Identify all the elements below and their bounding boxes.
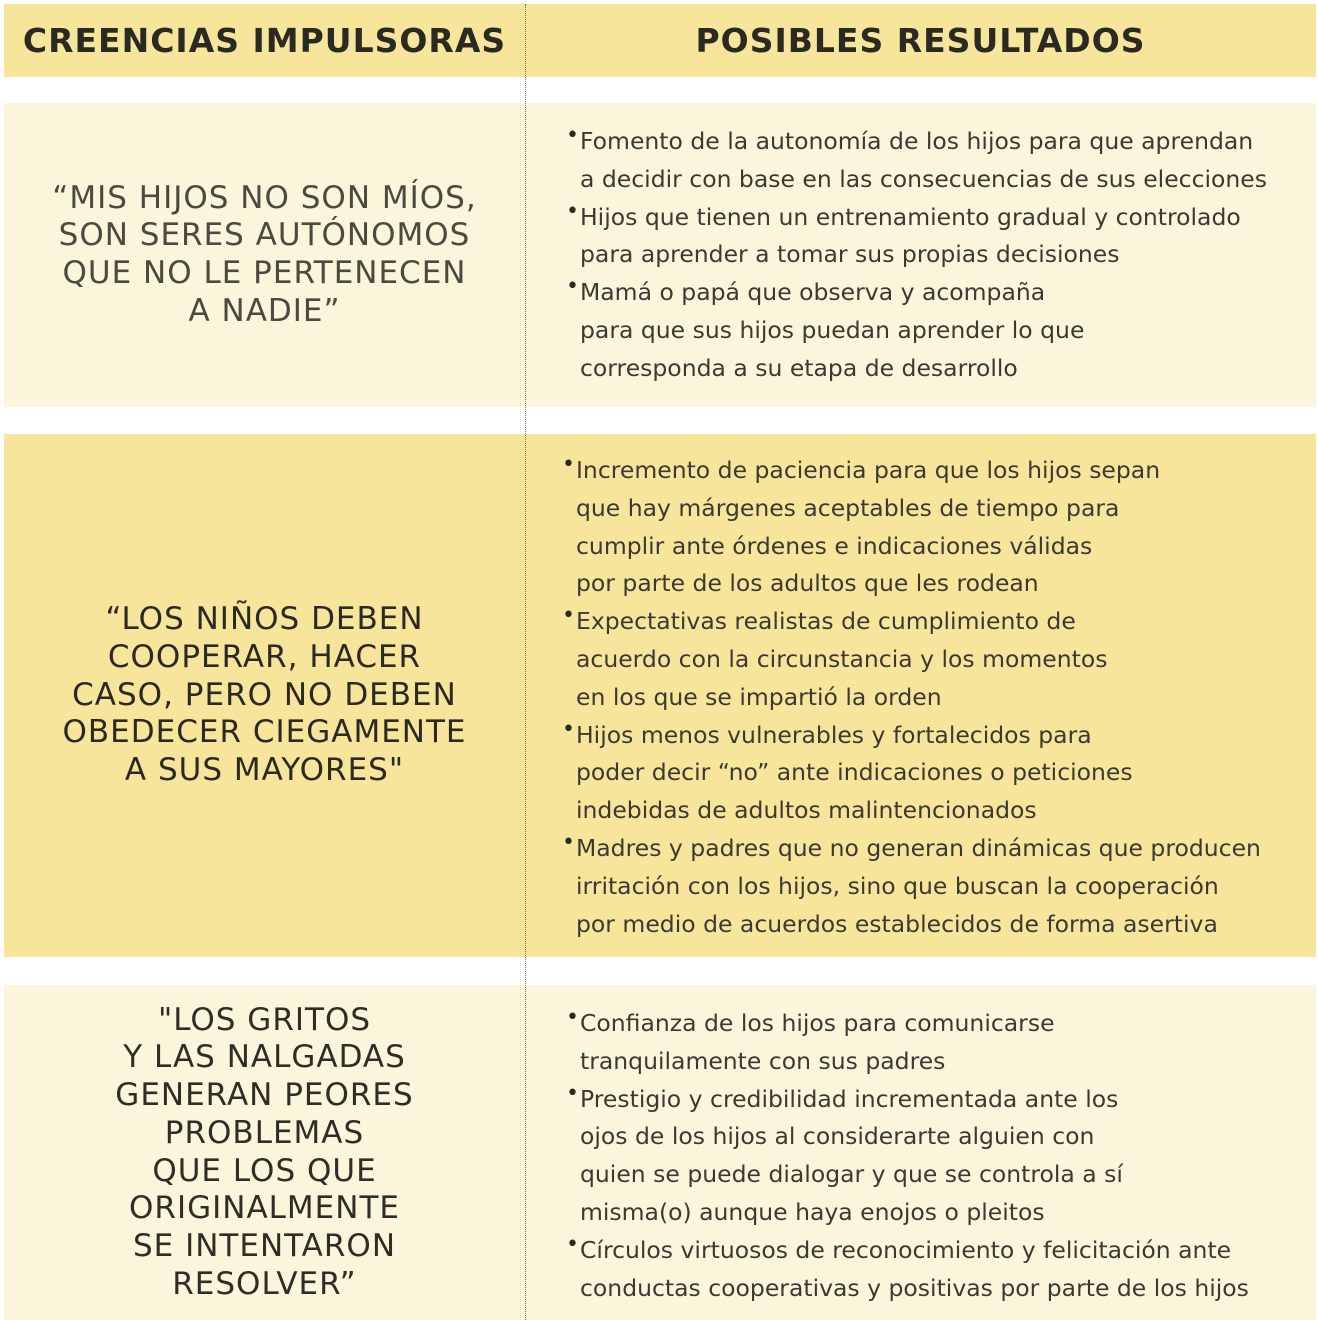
results-list <box>566 123 1267 388</box>
result-text: Hijos que tienen un entrenamiento gradual y controlado para aprender a tomar sus propias decisiones <box>580 202 1241 269</box>
result-text: Mamá o papá que observa y acompaña para que sus hijos puedan aprender lo que corresponda a su etapa de desarrollo <box>580 278 1085 382</box>
result-item <box>562 452 1261 603</box>
result-text: Fomento de la autonomía de los hijos para que aprendan a decidir con base en las consecuencias de sus elecciones <box>580 127 1267 193</box>
bullet-icon: • <box>566 1080 579 1106</box>
result-text: Hijos menos vulnerables y fortalecidos para poder decir “no” ante indicaciones o peticiones indebidas de adultos malintencionados <box>576 720 1133 825</box>
bullet-icon: • <box>566 198 579 224</box>
bullet-icon: • <box>566 1231 579 1257</box>
result-item <box>566 1081 1249 1232</box>
results-cell <box>525 103 1316 407</box>
column-divider <box>525 4 526 1320</box>
result-text: Madres y padres que no generan dinámicas que producen irritación con los hijos, sino que buscan la cooperación por medio de acuerdos establecidos de forma asertiva <box>576 833 1261 938</box>
bullet-icon: • <box>562 603 575 629</box>
result-text: Confianza de los hijos para comunicarse tranquilamente con sus padres <box>580 1009 1055 1075</box>
results-list <box>566 1005 1249 1307</box>
table-row <box>4 434 1316 957</box>
result-text: Incremento de paciencia para que los hijos sepan que hay márgenes aceptables de tiempo para cumplir ante órdenes e indicaciones válidas por parte de los adultos que les rodean <box>576 456 1161 598</box>
result-item <box>566 199 1267 275</box>
belief-cell <box>4 103 525 407</box>
bullet-icon: • <box>566 274 579 300</box>
result-item <box>566 123 1267 199</box>
bullet-icon: • <box>562 452 575 477</box>
results-list <box>562 452 1261 943</box>
belief-cell <box>4 434 525 957</box>
header-left-cell <box>4 4 525 77</box>
result-item <box>562 830 1261 943</box>
results-cell <box>525 985 1316 1320</box>
result-text: Círculos virtuosos de reconocimiento y felicitación ante conductas cooperativas y positivas por parte de los hijos <box>580 1235 1249 1302</box>
bullet-icon: • <box>566 1005 579 1030</box>
table-row <box>4 103 1316 407</box>
belief-quote: “MIS HIJOS NO SON MÍOS, SON SERES AUTÓNOMOS QUE NO LE PERTENECEN A NADIE” <box>52 179 477 329</box>
bullet-icon: • <box>562 829 575 855</box>
header-right-cell <box>525 4 1316 77</box>
result-text: Prestigio y credibilidad incrementada ante los ojos de los hijos al considerarte alguien con quien se puede dialogar y que se controla a sí misma(o) aunque haya enojos o pleitos <box>580 1084 1123 1226</box>
results-cell <box>525 434 1316 957</box>
bullet-icon: • <box>562 716 575 742</box>
result-text: Expectativas realistas de cumplimiento de acuerdo con la circunstancia y los momentos en los que se impartió la orden <box>576 607 1108 711</box>
belief-cell <box>4 985 525 1320</box>
bullet-icon: • <box>566 123 579 148</box>
belief-quote: "LOS GRITOS Y LAS NALGADAS GENERAN PEORES PROBLEMAS QUE LOS QUE ORIGINALMENTE SE INTENTARON RESOLVER” <box>115 1001 414 1302</box>
result-item <box>566 1232 1249 1308</box>
header-results-title: POSIBLES RESULTADOS <box>695 21 1146 60</box>
result-item <box>562 717 1261 830</box>
table-header <box>4 4 1316 77</box>
header-beliefs-title: CREENCIAS IMPULSORAS <box>22 21 507 60</box>
result-item <box>566 1005 1249 1081</box>
result-item <box>562 603 1261 716</box>
result-item <box>566 274 1267 387</box>
belief-quote: “LOS NIÑOS DEBEN COOPERAR, HACER CASO, PERO NO DEBEN OBEDECER CIEGAMENTE A SUS MAYORES" <box>62 601 467 789</box>
table-row <box>4 985 1316 1320</box>
